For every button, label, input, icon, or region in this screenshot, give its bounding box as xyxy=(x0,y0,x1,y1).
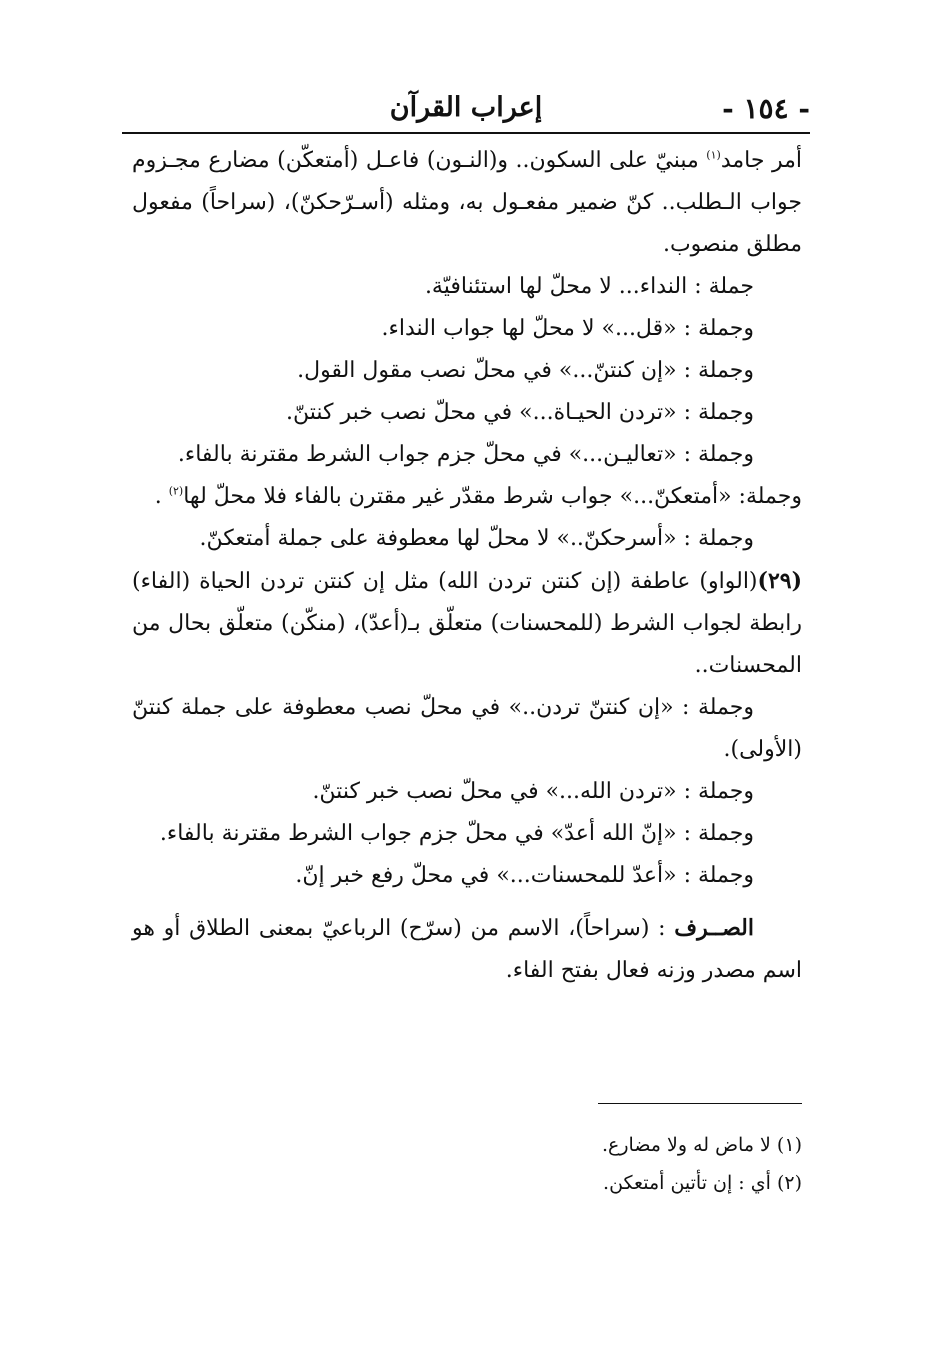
footnote-1: (١) لا ماض له ولا مضارع. xyxy=(601,1134,802,1156)
footnote-2: (٢) أي : إن تأتين أمتعكن. xyxy=(603,1172,802,1194)
footnotes xyxy=(132,1126,802,1202)
sentence-end: . xyxy=(154,484,169,509)
page-number: - ١٥٤ - xyxy=(722,92,810,125)
spacer xyxy=(132,897,802,907)
footnote-ref-2: (٢) xyxy=(168,484,184,498)
sentence-list-b xyxy=(132,771,802,897)
sentence-item-with-footnote xyxy=(132,476,802,518)
verse-number: (٢٩) xyxy=(757,568,802,594)
sentence-item: وجملة : «قل...» لا محلّ لها جواب النداء. xyxy=(381,316,754,341)
sentence-item: وجملة : «إنّ الله أعدّ» في محلّ جزم جواب الشرط مقترنة بالفاء. xyxy=(159,821,754,846)
page-header xyxy=(122,92,810,128)
sentence-item: وجملة : «تعاليـن...» في محلّ جزم جواب الشرط مقترنة بالفاء. xyxy=(177,442,754,467)
verse-29-paragraph xyxy=(132,560,802,687)
verse-29-text: (الواو) عاطفة (إن كنتن تردن الله) مثل إن كنتن تردن الحياة (الفاء) رابطة لجواب الشرط (للمحسنات) متعلّق بـ(أعدّ)، (منكّن) متعلّق بحال من المحسنات.. xyxy=(132,569,802,678)
intro-paragraph xyxy=(132,140,802,266)
sentence-item: وجملة : «تردن الحيـاة...» في محلّ نصب خبر كنتنّ. xyxy=(286,400,754,425)
footnote-ref-1: (١) xyxy=(706,148,721,162)
header-rule xyxy=(122,132,810,134)
intro-text-rest: مبنيّ على السكون.. و(النـون) فاعـل (أمتعكّن) مضارع مجـزوم جواب الـطلب.. كنّ ضمير مفعـول به، ومثله (أسـرّحكنّ)، (سراحاً) مفعول مطلق منصوب. xyxy=(132,148,802,257)
sentence-paragraph: وجملة : «إن كنتنّ تردن..» في محلّ نصب معطوفة على جملة كنتنّ (الأولى). xyxy=(132,695,802,762)
sentence-text: وجملة: «أمتعكنّ...» جواب شرط مقدّر غير مقترن بالفاء فلا محلّ لها xyxy=(183,484,802,509)
sarf-paragraph xyxy=(132,907,802,992)
main-text xyxy=(132,140,802,992)
sarf-label: الصــرف xyxy=(674,915,754,941)
sentence-item: وجملة : «أسرحكنّ..» لا محلّ لها معطوفة على جملة أمتعكنّ. xyxy=(199,526,754,551)
running-title: إعراب القرآن xyxy=(389,92,543,123)
sentence-list-a xyxy=(132,266,802,560)
sentence-item: وجملة : «أعدّ للمحسنات...» في محلّ رفع خبر إنّ. xyxy=(295,863,754,888)
footnote-separator xyxy=(598,1103,802,1104)
intro-text-start: أمر جامد xyxy=(720,148,802,173)
sentence-item: وجملة : «تردن الله...» في محلّ نصب خبر كنتنّ. xyxy=(312,779,754,804)
sentence-item: وجملة : «إن كنتنّ...» في محلّ نصب مقول القول. xyxy=(297,358,754,383)
sarf-text: : (سراحاً)، الاسم من (سرّح) الرباعيّ بمعنى الطلاق أو هو اسم مصدر وزنه فعال بفتح الفاء. xyxy=(132,916,802,983)
sentence-item: جملة : النداء... لا محلّ لها استئنافيّة. xyxy=(424,274,754,299)
